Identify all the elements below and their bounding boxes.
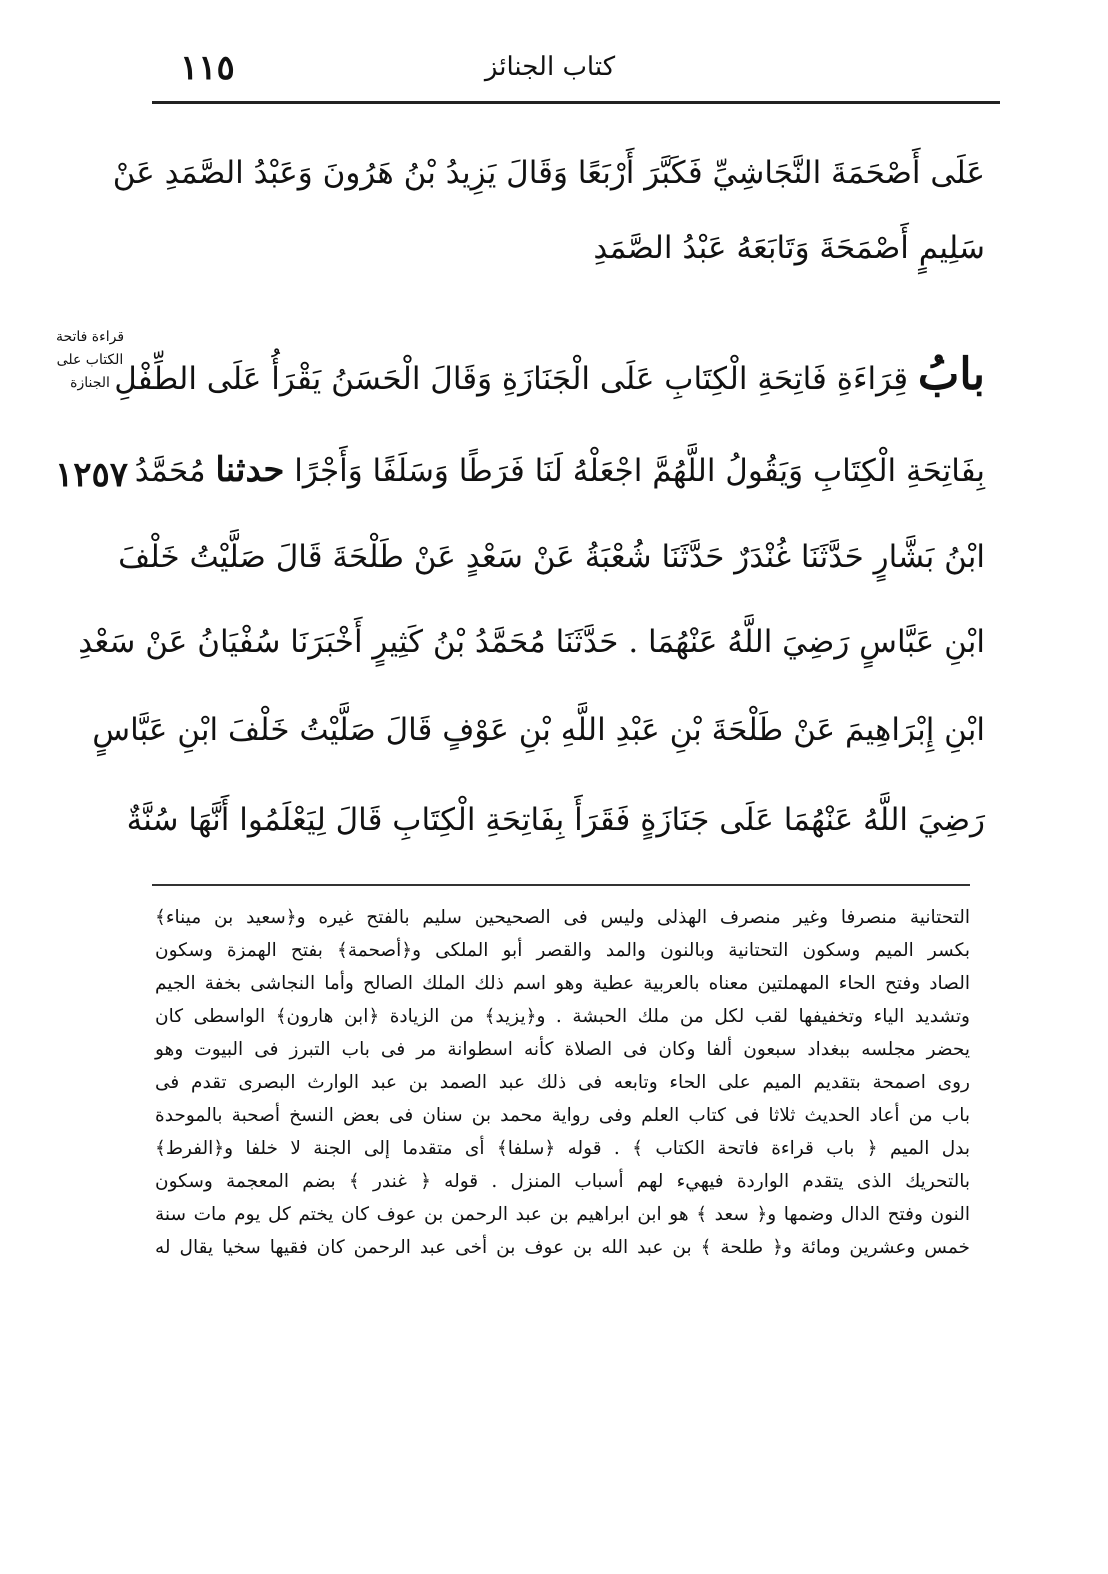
text-line: عَلَى أَصْحَمَةَ النَّجَاشِيِّ فَكَبَّرَ أَرْبَعًا وَقَالَ يَزِيدُ بْنُ هَرُونَ وَعَبْدُ الصَّمَدِ عَنْ <box>112 155 985 191</box>
text-line: ابْنِ إِبْرَاهِيمَ عَنْ طَلْحَةَ بْنِ عَبْدِ اللَّهِ بْنِ عَوْفٍ قَالَ صَلَّيْتُ خَلْفَ ابْنِ عَبَّاسٍ <box>92 712 985 748</box>
margin-note-line: الكتاب على <box>56 352 124 368</box>
footnote-line: روى اصمحة بتقديم الميم على الحاء وتابعه فى ذلك عبد الصمد بن عبد الوارث البصرى تقدم فى <box>155 1072 970 1093</box>
footnote-line: بكسر الميم وسكون التحتانية وبالنون والمد والقصر أبو الملكى و﴿أصحمة﴾ بفتح الهمزة وسكون <box>155 940 970 961</box>
footnote-line: باب من أعاد الحديث ثلاثا فى كتاب العلم وفى رواية محمد بن سنان فى بعض النسخ أصحبة بالموحدة <box>155 1105 970 1126</box>
footnote-rule <box>152 884 970 886</box>
running-header-title: كتاب الجنائز <box>484 52 616 82</box>
text-segment: مُحَمَّدُ <box>134 453 206 489</box>
text-line: سَلِيمٍ أَصْمَحَةَ وَتَابَعَهُ عَبْدُ الصَّمَدِ <box>593 230 985 266</box>
footnote-line: بالتحريك الذى يتقدم الواردة فيهيء لهم أسباب المنزل . قوله ﴿ غندر ﴾ بضم المعجمة وسكون <box>155 1171 970 1192</box>
margin-note <box>40 326 140 395</box>
margin-note-line: قراءة فاتحة <box>55 329 125 345</box>
text-segment: بِفَاتِحَةِ الْكِتَابِ وَيَقُولُ اللَّهُمَّ اجْعَلْهُ لَنَا فَرَطًا وَسَلَفًا وَأَجْرًا <box>294 453 985 489</box>
chapter-heading-line <box>114 345 985 405</box>
chapter-title: قِرَاءَةِ فَاتِحَةِ الْكِتَابِ عَلَى الْجَنَازَةِ وَقَالَ الْحَسَنُ يَقْرَأُ عَلَى الطِّفْلِ <box>114 361 909 397</box>
footnote-line: التحتانية منصرفا وغير منصرف الهذلى وليس فى الصحيحين سليم بالفتح غيره و﴿سعيد بن ميناء﴾ <box>155 907 970 928</box>
text-line: ابْنِ عَبَّاسٍ رَضِيَ اللَّهُ عَنْهُمَا . حَدَّثَنَا مُحَمَّدُ بْنُ كَثِيرٍ أَخْبَرَنَا سُفْيَانُ عَنْ سَعْدِ <box>78 624 985 660</box>
hadith-number: ١٢٥٧ <box>55 455 129 495</box>
footnote-line: خمس وعشرين ومائة و﴿ طلحة ﴾ بن عبد الله بن عوف بن أخى عبد الرحمن كان فقيها سخيا يقال له <box>155 1237 970 1258</box>
text-line: ابْنُ بَشَّارٍ حَدَّثَنَا غُنْدَرٌ حَدَّثَنَا شُعْبَةُ عَنْ سَعْدٍ عَنْ طَلْحَةَ قَالَ صَلَّيْتُ خَلْفَ <box>118 539 985 575</box>
text-line <box>134 440 985 500</box>
margin-note-line: الجنازة <box>70 375 110 391</box>
page-number: ١١٥ <box>180 48 235 88</box>
footnote-line: النون وفتح الدال وضمها و﴿ سعد ﴾ هو ابن ابراهيم بن عبد الرحمن بن عوف كان يختم كل يوم مات سنة <box>155 1204 970 1225</box>
footnote-line: يحضر مجلسه ببغداد سبعون ألفا وكان فى الصلاة كأنه اسطوانة مر فى باب التبرز فى البيوت وهو <box>155 1039 970 1060</box>
header-rule <box>152 101 1000 104</box>
footnote-line: بدل الميم ﴿ باب قراءة فاتحة الكتاب ﴾ . قوله ﴿سلفا﴾ أى متقدما إلى الجنة لا خلفا و﴿الفرط﴾ <box>155 1138 970 1159</box>
footnote-line: الصاد وفتح الحاء المهملتين معناه بالعربية عطية وهو اسم ذلك الملك الصالح وأما النجاشى بخفة الجيم <box>155 973 970 994</box>
chapter-label: بابُ <box>917 349 985 400</box>
haddathana-marker: حدثنا <box>215 450 285 490</box>
footnote-line: وتشديد الياء وتخفيفها لقب لكل من ملك الحبشة . و﴿يزيد﴾ من الزيادة ﴿ابن هارون﴾ الواسطى كان <box>155 1006 970 1027</box>
text-line: رَضِيَ اللَّهُ عَنْهُمَا عَلَى جَنَازَةٍ فَقَرَأَ بِفَاتِحَةِ الْكِتَابِ قَالَ لِيَعْلَمُوا أَنَّهَا سُنَّةٌ <box>126 802 985 838</box>
